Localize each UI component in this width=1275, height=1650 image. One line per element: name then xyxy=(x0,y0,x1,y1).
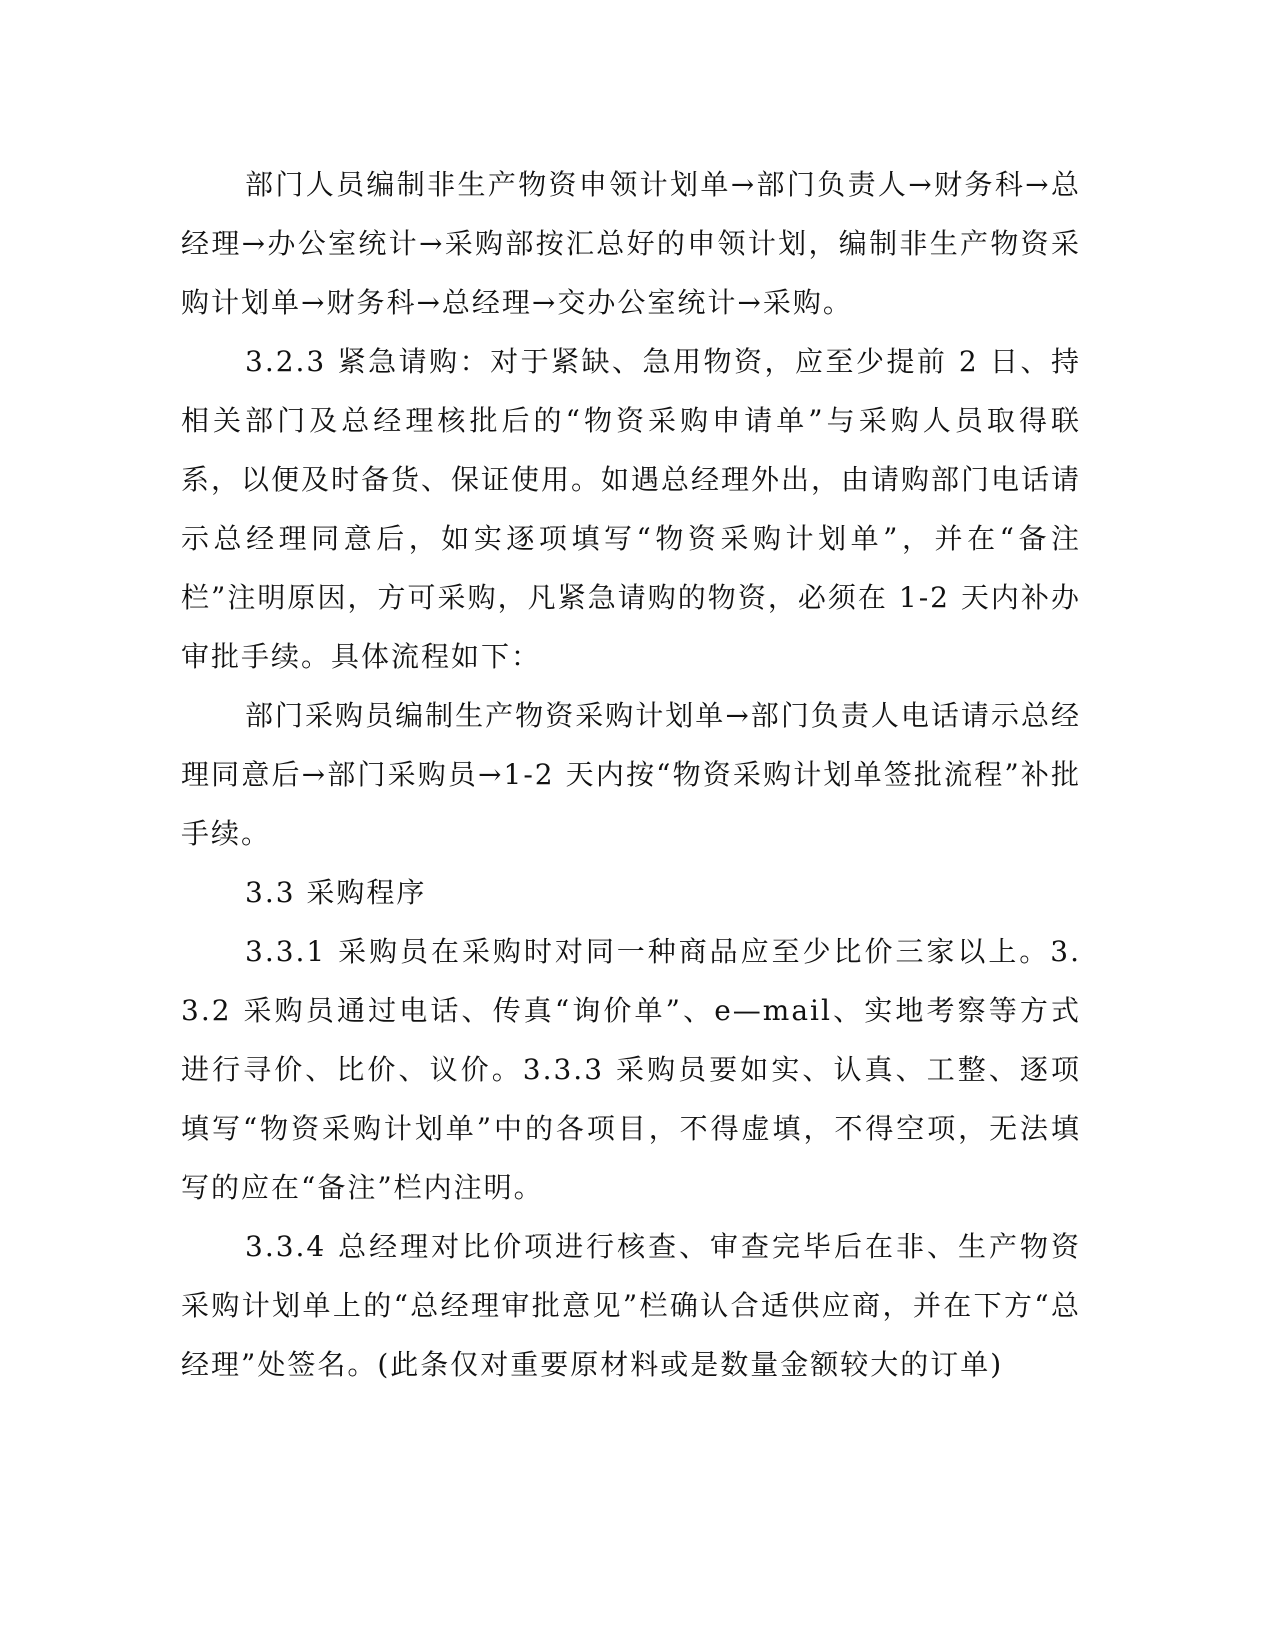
paragraph-price-comparison: 3.3.1 采购员在采购时对同一种商品应至少比价三家以上。3.3.2 采购员通过电话、传真“询价单”、e—mail、实地考察等方式进行寻价、比价、议价。3.3.3 采购员要如实、认真、工整、逐项填写“物资采购计划单”中的各项目，不得虚填，不得空项，无法填写的应在“备注”栏内注明。 xyxy=(181,935,1081,1204)
paragraph-manager-review: 3.3.4 总经理对比价项进行核查、审查完毕后在非、生产物资采购计划单上的“总经理审批意见”栏确认合适供应商，并在下方“总经理”处签名。(此条仅对重要原材料或是数量金额较大的订单) xyxy=(181,1230,1081,1381)
paragraph-urgent-purchase: 3.2.3 紧急请购：对于紧缺、急用物资，应至少提前 2 日、持相关部门及总经理核批后的“物资采购申请单”与采购人员取得联系，以便及时备货、保证使用。如遇总经理外出，由请购部门电话请示总经理同意后，如实逐项填写“物资采购计划单”，并在“备注栏”注明原因，方可采购，凡紧急请购的物资，必须在 1-2 天内补办审批手续。具体流程如下： xyxy=(181,345,1082,673)
paragraph-nonproduction-flow: 部门人员编制非生产物资申领计划单→部门负责人→财务科→总经理→办公室统计→采购部按汇总好的申领计划，编制非生产物资采购计划单→财务科→总经理→交办公室统计→采购。 xyxy=(181,168,1081,319)
paragraph-urgent-flow: 部门采购员编制生产物资采购计划单→部门负责人电话请示总经理同意后→部门采购员→1-2 天内按“物资采购计划单签批流程”补批手续。 xyxy=(181,699,1081,850)
section-heading-purchase-procedure: 3.3 采购程序 xyxy=(245,876,427,909)
document-body xyxy=(181,155,1081,1394)
